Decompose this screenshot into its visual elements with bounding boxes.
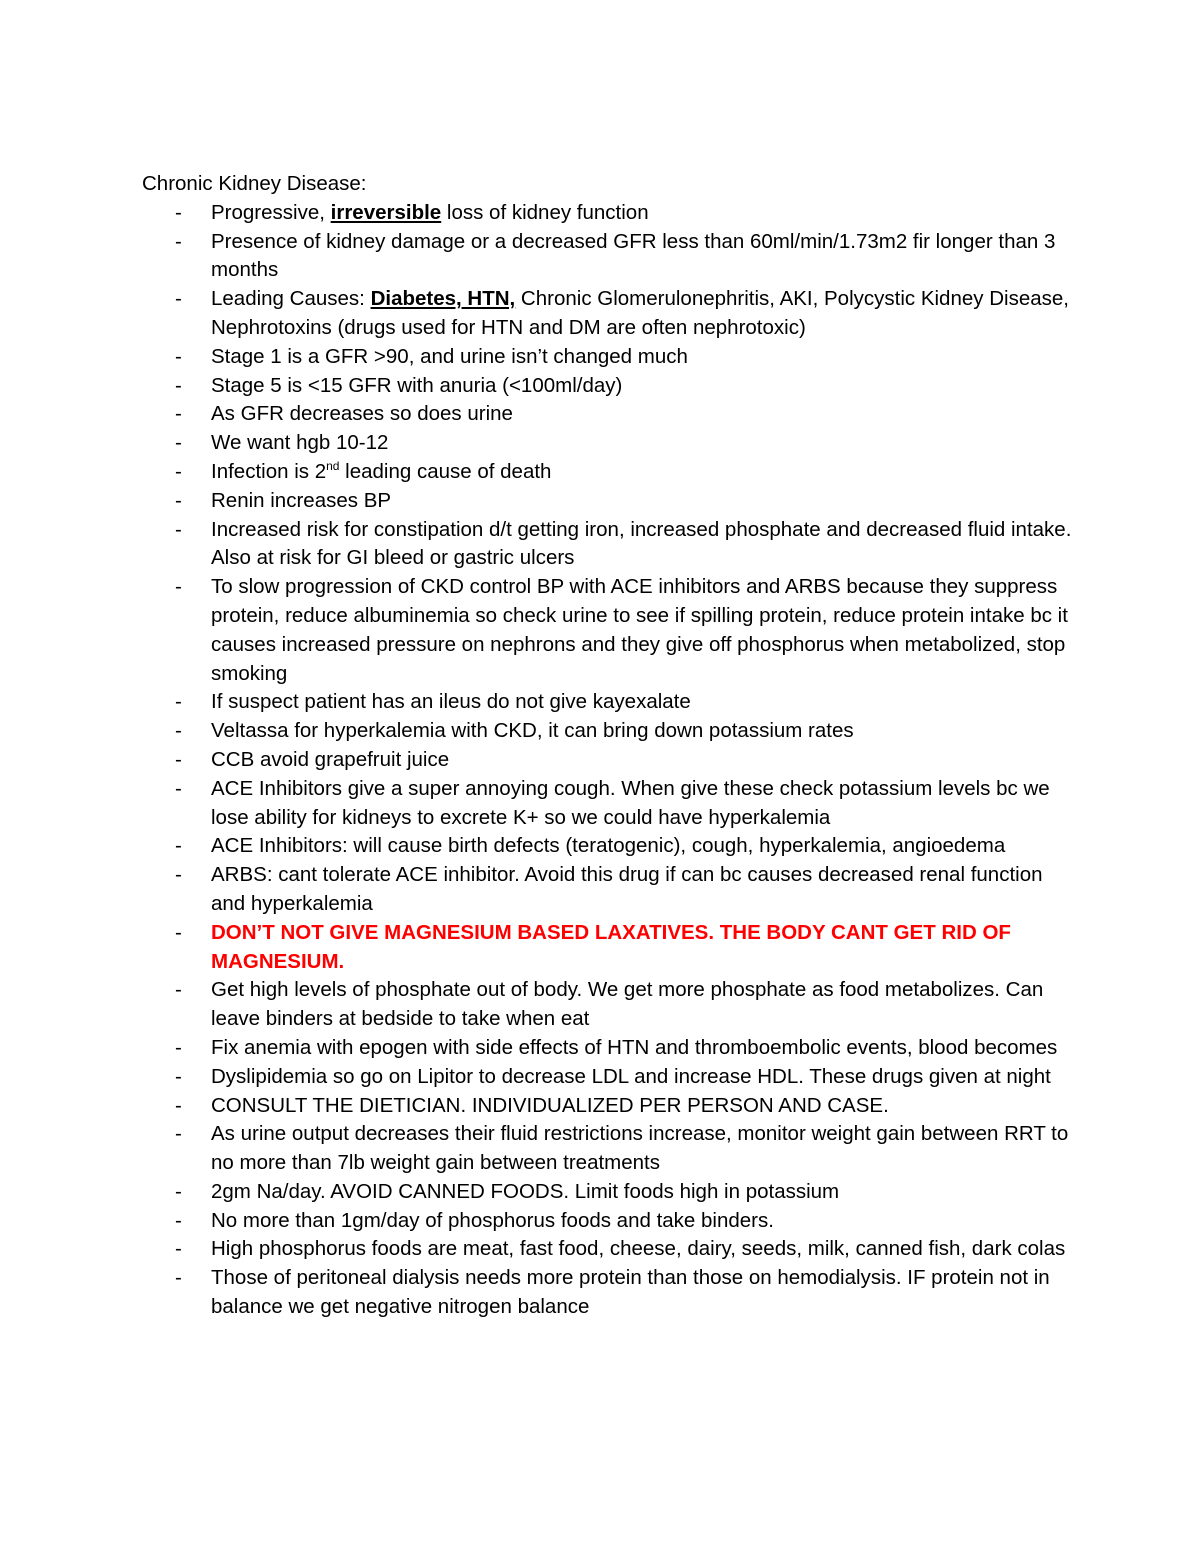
list-item-text: As GFR decreases so does urine	[211, 402, 513, 426]
list-item	[142, 832, 1072, 861]
list-item	[142, 919, 1072, 977]
list-item	[142, 1034, 1072, 1063]
emphasized-text: Diabetes, HTN,	[370, 287, 516, 311]
list-item-text: loss of kidney function	[441, 200, 649, 224]
list-item	[142, 285, 1072, 343]
list-item	[142, 1120, 1072, 1178]
bullet-dash: -	[175, 344, 182, 368]
bullet-dash: -	[175, 402, 182, 426]
list-item	[142, 343, 1072, 372]
list-item-text: Renin increases BP	[211, 488, 392, 512]
list-item-text: We want hgb 10-12	[211, 431, 389, 455]
document-page	[142, 170, 1072, 1322]
bullet-dash: -	[175, 1266, 182, 1290]
list-item-text: nd	[326, 458, 340, 473]
list-item	[142, 1264, 1072, 1322]
list-item	[142, 228, 1072, 286]
list-item-text: Increased risk for constipation d/t getting iron, increased phosphate and decreased fluid intake. Also at risk for GI bleed or gastric ulcers	[211, 517, 1072, 570]
document-title: Chronic Kidney Disease:	[142, 172, 367, 195]
list-item-text: To slow progression of CKD control BP with ACE inhibitors and ARBS because they suppress protein, reduce albuminemia so check urine to see if spilling protein, reduce protein intake bc it causes increased pressure on nephrons and they give off phosphorus when metabolized, stop smoking	[211, 575, 1068, 685]
list-item	[142, 976, 1072, 1034]
list-item	[142, 458, 1072, 487]
bullet-dash: -	[175, 488, 182, 512]
list-item	[142, 1235, 1072, 1264]
list-item	[142, 746, 1072, 775]
list-item	[142, 199, 1072, 228]
list-item	[142, 1178, 1072, 1207]
bullet-dash: -	[175, 747, 182, 771]
list-item-text: ACE Inhibitors give a super annoying cough. When give these check potassium levels bc we lose ability for kidneys to excrete K+ so we could have hyperkalemia	[211, 776, 1050, 829]
list-item-text: As urine output decreases their fluid restrictions increase, monitor weight gain between RRT to no more than 7lb weight gain between treatments	[211, 1122, 1069, 1175]
bullet-dash: -	[175, 459, 182, 483]
bullet-dash: -	[175, 863, 182, 887]
list-item-text: Chronic Glomerulonephritis, AKI, Polycystic Kidney Disease, Nephrotoxins (drugs used for HTN and DM are often nephrotoxic)	[211, 287, 1069, 339]
list-item-text: Stage 5 is <15 GFR with anuria (<100ml/day)	[211, 373, 623, 397]
list-item-text: ACE Inhibitors: will cause birth defects (teratogenic), cough, hyperkalemia, angioedema	[211, 834, 1006, 858]
bullet-dash: -	[175, 978, 182, 1002]
bullet-dash: -	[175, 1122, 182, 1146]
bullet-dash: -	[175, 1237, 182, 1261]
list-item-text: 2gm Na/day. AVOID CANNED FOODS. Limit foods high in potassium	[211, 1179, 840, 1203]
list-item	[142, 1092, 1072, 1121]
list-item	[142, 861, 1072, 919]
emphasized-text: irreversible	[330, 200, 442, 224]
bullet-dash: -	[175, 1035, 182, 1059]
list-item-text: Progressive,	[211, 200, 331, 224]
bullet-dash: -	[175, 575, 182, 599]
bullet-dash: -	[175, 776, 182, 800]
list-item-text: CONSULT THE DIETICIAN. INDIVIDUALIZED PER PERSON AND CASE.	[211, 1093, 889, 1117]
list-item	[142, 1207, 1072, 1236]
bullet-dash: -	[175, 517, 182, 541]
bullet-dash: -	[175, 920, 182, 944]
list-item	[142, 400, 1072, 429]
notes-list	[142, 199, 1072, 1322]
list-item-text: leading cause of death	[339, 459, 552, 483]
list-item-text: If suspect patient has an ileus do not give kayexalate	[211, 690, 691, 714]
list-item-text: No more than 1gm/day of phosphorus foods and take binders.	[211, 1208, 774, 1232]
list-item	[142, 1063, 1072, 1092]
warning-text: DON’T NOT GIVE MAGNESIUM BASED LAXATIVES. THE BODY CANT GET RID OF MAGNESIUM.	[211, 920, 1011, 973]
bullet-dash: -	[175, 287, 182, 311]
list-item-text: Veltassa for hyperkalemia with CKD, it can bring down potassium rates	[211, 719, 854, 743]
list-item	[142, 516, 1072, 574]
bullet-dash: -	[175, 719, 182, 743]
bullet-dash: -	[175, 1179, 182, 1203]
list-item	[142, 487, 1072, 516]
list-item-text: Stage 1 is a GFR >90, and urine isn’t changed much	[211, 344, 688, 368]
bullet-dash: -	[175, 834, 182, 858]
list-item	[142, 688, 1072, 717]
bullet-dash: -	[175, 200, 182, 224]
list-item-text: Presence of kidney damage or a decreased GFR less than 60ml/min/1.73m2 fir longer than 3 months	[211, 229, 1056, 282]
list-item-text: Infection is 2	[211, 459, 327, 483]
bullet-dash: -	[175, 431, 182, 455]
bullet-dash: -	[175, 229, 182, 253]
list-item	[142, 573, 1072, 688]
bullet-dash: -	[175, 690, 182, 714]
bullet-dash: -	[175, 1064, 182, 1088]
list-item-text: Get high levels of phosphate out of body. We get more phosphate as food metabolizes. Can leave binders at bedside to take when eat	[211, 978, 1044, 1031]
bullet-dash: -	[175, 1208, 182, 1232]
bullet-dash: -	[175, 373, 182, 397]
bullet-dash: -	[175, 1093, 182, 1117]
list-item-text: ARBS: cant tolerate ACE inhibitor. Avoid this drug if can bc causes decreased renal function and hyperkalemia	[211, 863, 1043, 915]
list-item	[142, 429, 1072, 458]
list-item-text: Those of peritoneal dialysis needs more protein than those on hemodialysis. IF protein not in balance we get negative nitrogen balance	[211, 1266, 1050, 1319]
list-item-text: High phosphorus foods are meat, fast food, cheese, dairy, seeds, milk, canned fish, dark colas	[211, 1237, 1066, 1261]
list-item-text: Fix anemia with epogen with side effects of HTN and thromboembolic events, blood becomes	[211, 1035, 1058, 1059]
list-item	[142, 717, 1072, 746]
list-item	[142, 372, 1072, 401]
list-item-text: Dyslipidemia so go on Lipitor to decrease LDL and increase HDL. These drugs given at night	[211, 1064, 1051, 1088]
list-item	[142, 775, 1072, 833]
list-item-text: Leading Causes:	[211, 287, 371, 311]
list-item-text: CCB avoid grapefruit juice	[211, 747, 450, 771]
